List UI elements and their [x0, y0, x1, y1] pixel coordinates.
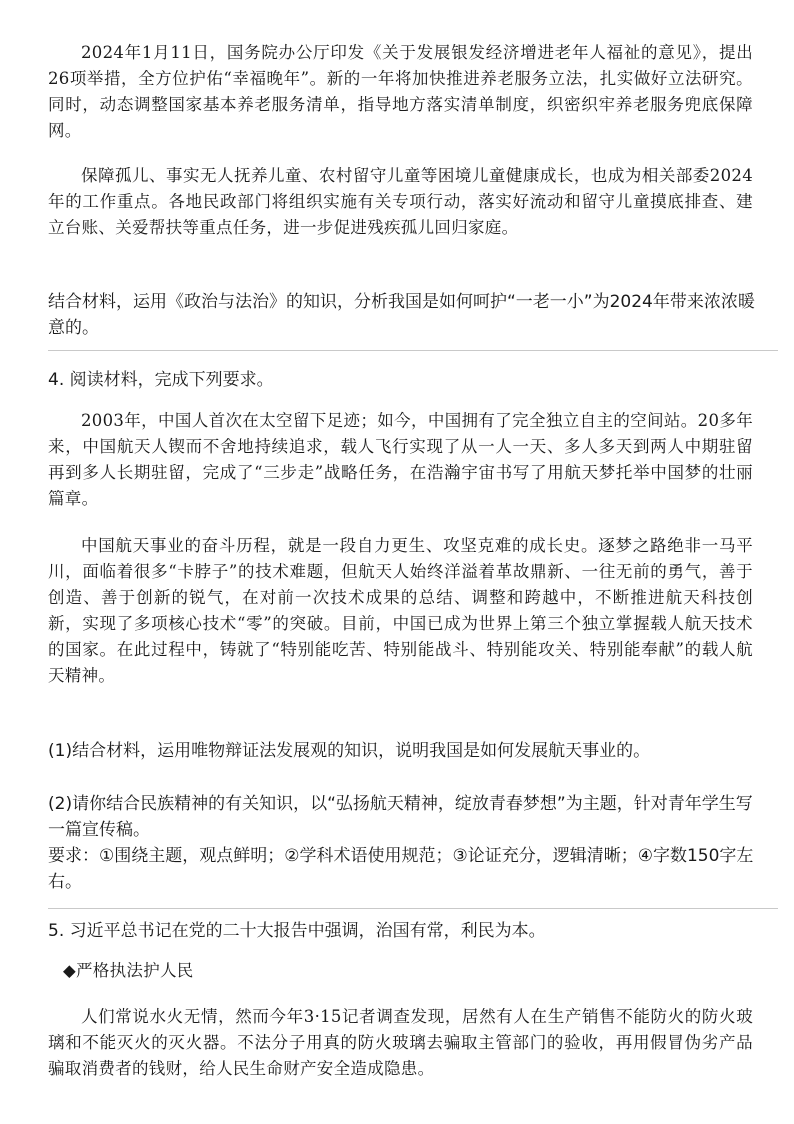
- q5-section-heading: ◆严格执法护人民: [63, 961, 194, 980]
- q3-material-paragraph-1: 2024年1月11日，国务院办公厅印发《关于发展银发经济增进老年人福祉的意见》，提出26项举措，全方位护佑“幸福晚年”。新的一年将加快推进养老服务立法，扎实做好立法研究。同时，动态调整国家基本养老服务清单，指导地方落实清单制度，织密织牢养老服务兜底保障网。: [48, 43, 753, 140]
- q4-material-paragraph-2: 中国航天事业的奋斗历程，就是一段自力更生、攻坚克难的成长史。逐梦之路绝非一马平川，面临着很多“卡脖子”的技术难题，但航天人始终洋溢着革故鼎新、一往无前的勇气，善于创造、善于创新的锐气，在对前一次技术成果的总结、调整和跨越中，不断推进航天科技创新，实现了多项核心技术“零”的突破。目前，中国已成为世界上第三个独立掌握载人航天技术的国家。在此过程中，铸就了“特别能吃苦、特别能战斗、特别能攻关、特别能奉献”的载人航天精神。: [48, 536, 753, 685]
- q3-question: 结合材料，运用《政治与法治》的知识，分析我国是如何呵护“一老一小”为2024年带来浓浓暖意的。: [48, 292, 755, 338]
- q5-material-paragraph-1: 人们常说水火无情，然而今年3·15记者调查发现，居然有人在生产销售不能防火的防火玻璃和不能灭火的灭火器。不法分子用真的防火玻璃去骗取主管部门的验收，再用假冒伪劣产品骗取消费者的钱财，给人民生命财产安全造成隐患。: [48, 1007, 753, 1078]
- q4-subquestion-2: (2)请你结合民族精神的有关知识，以“弘扬航天精神，绽放青春梦想”为主题，针对青年学生写一篇宣传稿。: [48, 794, 753, 840]
- divider: [48, 908, 778, 909]
- q4-requirements: 要求：①围绕主题，观点鲜明；②学科术语使用规范；③论证充分，逻辑清晰；④字数150字左右。: [48, 846, 754, 892]
- q4-title: 4. 阅读材料，完成下列要求。: [48, 370, 274, 390]
- divider: [48, 350, 778, 351]
- q3-material-paragraph-2: 保障孤儿、事实无人抚养儿童、农村留守儿童等困境儿童健康成长，也成为相关部委2024年的工作重点。各地民政部门将组织实施有关专项行动，落实好流动和留守儿童摸底排查、建立台账、关爱帮扶等重点任务，进一步促进残疾孤儿回归家庭。: [48, 166, 753, 237]
- q4-material-paragraph-1: 2003年，中国人首次在太空留下足迹；如今，中国拥有了完全独立自主的空间站。20多年来，中国航天人锲而不舍地持续追求，载人飞行实现了从一人一天、多人多天到两人中期驻留再到多人长期驻留，完成了“三步走”战略任务，在浩瀚宇宙书写了用航天梦托举中国梦的壮丽篇章。: [48, 411, 753, 508]
- q5-title: 5. 习近平总书记在党的二十大报告中强调，治国有常，利民为本。: [48, 921, 546, 941]
- q4-subquestion-1: (1)结合材料，运用唯物辩证法发展观的知识，说明我国是如何发展航天事业的。: [48, 741, 651, 761]
